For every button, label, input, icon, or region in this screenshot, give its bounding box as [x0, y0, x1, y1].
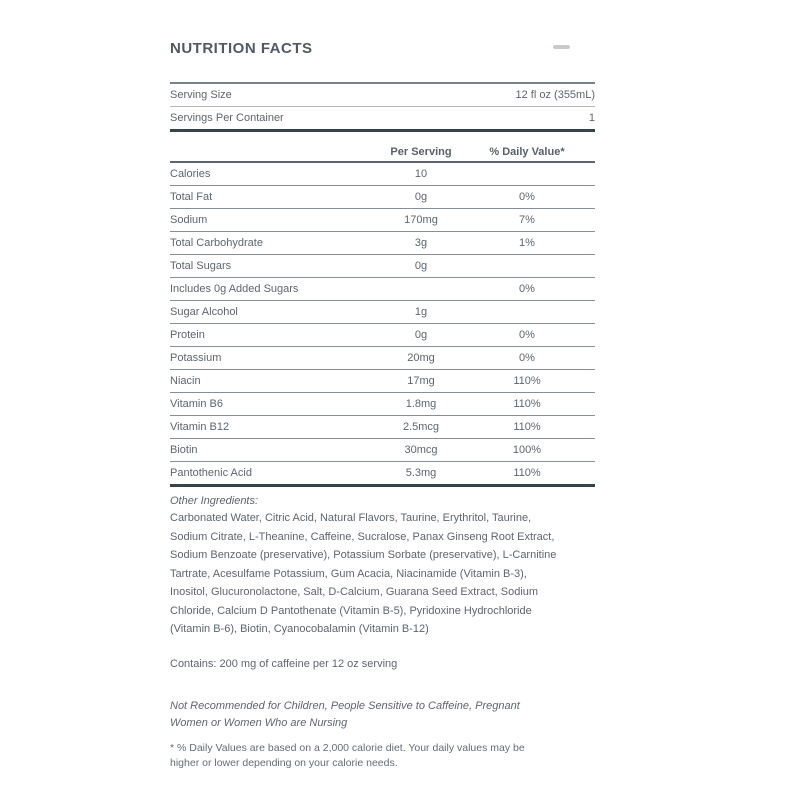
table-row [170, 439, 595, 462]
table-row [170, 393, 595, 416]
table-row [170, 209, 595, 232]
nutrient-label: Vitamin B12 [170, 421, 230, 433]
footnote-line: higher or lower depending on your calorie needs. [170, 756, 398, 769]
ingredients-line: Sodium Citrate, L-Theanine, Caffeine, Sucralose, Panax Ginseng Root Extract, [170, 530, 555, 543]
table-row [170, 324, 595, 347]
serving-row-value: 1 [588, 112, 595, 124]
watermark-mark [553, 45, 570, 49]
page-title: NUTRITION FACTS [170, 40, 313, 57]
daily-value-footnote [170, 741, 595, 771]
per-serving-value: 170mg [404, 214, 438, 226]
per-serving-value: 10 [414, 168, 428, 180]
daily-value-column-header: % Daily Value* [489, 146, 565, 158]
table-row [170, 462, 595, 487]
per-serving-value: 30mcg [404, 444, 438, 456]
table-row [170, 163, 595, 186]
per-serving-value: 20mg [407, 352, 435, 364]
daily-value: 0% [519, 352, 535, 364]
nutrition-table-header [170, 132, 595, 163]
daily-value: 110% [513, 421, 541, 433]
daily-value: 0% [519, 283, 535, 295]
daily-value: 110% [513, 375, 541, 387]
other-ingredients-heading: Other Ingredients: [170, 495, 259, 507]
serving-row-label: Serving Size [170, 89, 232, 101]
nutrient-label: Total Fat [170, 191, 213, 203]
footnote-line: * % Daily Values are based on a 2,000 calorie diet. Your daily values may be [170, 741, 525, 754]
nutrient-label: Total Carbohydrate [170, 237, 263, 249]
per-serving-value: 1.8mg [405, 398, 437, 410]
serving-row [170, 107, 595, 132]
nutrient-label: Includes 0g Added Sugars [170, 283, 299, 295]
daily-value: 7% [519, 214, 535, 226]
table-row [170, 186, 595, 209]
daily-value: 110% [513, 398, 541, 410]
per-serving-value: 0g [414, 260, 428, 272]
nutrient-label: Sugar Alcohol [170, 306, 238, 318]
ingredients-line: Sodium Benzoate (preservative), Potassium Sorbate (preservative), L-Carnitine [170, 549, 557, 561]
per-serving-value: 17mg [407, 375, 435, 387]
per-serving-column-header: Per Serving [390, 146, 452, 158]
nutrient-label: Protein [170, 329, 205, 341]
serving-row-label: Servings Per Container [170, 112, 284, 124]
table-row [170, 416, 595, 439]
per-serving-value: 3g [414, 237, 428, 249]
table-row [170, 255, 595, 278]
nutrition-facts-panel [170, 40, 595, 771]
warning-line: Not Recommended for Children, People Sensitive to Caffeine, Pregnant [170, 699, 520, 712]
ingredients-line: (Vitamin B-6), Biotin, Cyanocobalamin (Vitamin B-12) [170, 623, 429, 635]
caffeine-notice: Contains: 200 mg of caffeine per 12 oz serving [170, 657, 398, 670]
serving-info-table [170, 82, 595, 132]
ingredients-line: Carbonated Water, Citric Acid, Natural Flavors, Taurine, Erythritol, Taurine, [170, 512, 532, 524]
daily-value: 0% [519, 191, 535, 203]
other-ingredients-text [170, 509, 595, 639]
table-row [170, 301, 595, 324]
daily-value: 110% [513, 467, 541, 479]
daily-value: 0% [519, 329, 535, 341]
table-row [170, 370, 595, 393]
table-row [170, 278, 595, 301]
nutrient-label: Pantothenic Acid [170, 467, 252, 479]
warning-text [170, 698, 595, 732]
warning-line: Women or Women Who are Nursing [170, 716, 348, 729]
table-row [170, 232, 595, 255]
nutrient-label: Total Sugars [170, 260, 232, 272]
serving-row [170, 84, 595, 107]
per-serving-value: 0g [414, 191, 428, 203]
table-row [170, 347, 595, 370]
per-serving-value: 2.5mcg [402, 421, 440, 433]
panel-header [170, 40, 595, 82]
ingredients-line: Tartrate, Acesulfame Potassium, Gum Acacia, Niacinamide (Vitamin B-3), [170, 567, 527, 580]
nutrient-label: Vitamin B6 [170, 398, 223, 410]
nutrient-label: Biotin [170, 444, 198, 456]
nutrient-label: Niacin [170, 375, 201, 387]
daily-value: 100% [512, 444, 542, 456]
nutrient-label: Calories [170, 168, 211, 180]
per-serving-value: 1g [414, 306, 428, 318]
daily-value: 1% [519, 237, 535, 249]
ingredients-line: Chloride, Calcium D Pantothenate (Vitamin B-5), Pyridoxine Hydrochloride [170, 604, 532, 617]
nutrition-table-body [170, 163, 595, 487]
nutrient-label: Sodium [170, 214, 208, 226]
per-serving-value: 0g [414, 329, 428, 341]
serving-row-value: 12 fl oz (355mL) [515, 89, 595, 101]
per-serving-value: 5.3mg [405, 467, 437, 479]
ingredients-line: Inositol, Glucuronolactone, Salt, D-Calcium, Guarana Seed Extract, Sodium [170, 586, 539, 598]
nutrient-label: Potassium [170, 352, 222, 364]
